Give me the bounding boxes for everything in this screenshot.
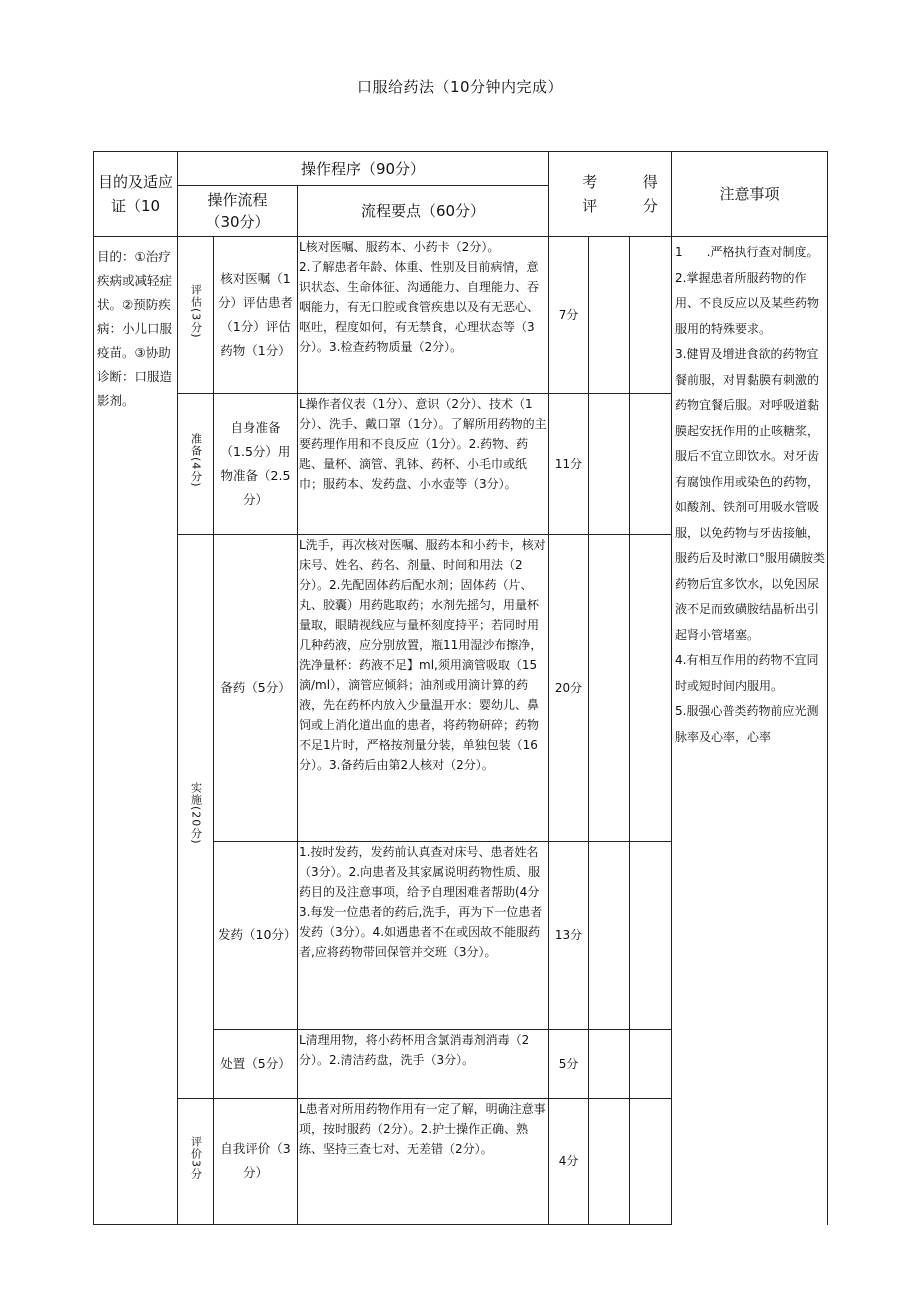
defen-chuzhi [630,1029,672,1098]
note-4: 4.有相互作用的药物不宜同时或短时间内服用。 [675,653,819,693]
score-fayao: 13分 [549,842,589,1030]
note-1: 1 .严格执行查对制度。 [675,245,819,259]
defen-fayao [630,842,672,1030]
kaoping-assess [589,237,630,394]
kaoping-chuzhi [589,1029,630,1098]
kaoping-pingjia [589,1098,630,1224]
header-notes: 注意事项 [672,152,828,237]
score-pingjia: 4分 [549,1098,589,1224]
step-fayao: 发药（10分） [214,842,298,1030]
defen-pingjia [630,1098,672,1224]
procedure-table [93,151,828,1225]
note-3: 3.健胃及增进食欲的药物宜餐前服，对胃黏膜有刺激的药物宜餐后服。对呼吸道黏膜起安抚作用的止咳糖浆，服后不宜立即饮水。对牙齿有腐蚀作用或染色的药物，如酸剂、铁剂可用吸水管吸服，以免药物与牙齿接触，服药后及时漱口°服用磺胺类药物后宜多饮水，以免因尿液不足而致磺胺结晶析出引起肾小管堵塞。 [675,347,826,642]
note-2: 2.掌握患者所服药物的作用、不良反应以及某些药物服用的特殊要求。 [675,270,820,336]
stage-implement: 实施(20分) [178,535,214,1099]
score-beiyao: 20分 [549,535,589,842]
header-purpose: 目的及适应证（10 [94,152,178,237]
notes-cell [672,237,828,1030]
score-prepare: 11分 [549,394,589,535]
page-title: 口服给药法（10分钟内完成） [356,78,564,96]
points-fayao: 1.按时发药，发药前认真查对床号、患者姓名（3分）。2.向患者及其家属说明药物性质、服药目的及注意事项，给予自理困难者帮助(4分3.每发一位患者的药后,洗手，再为下一位患者发药（3分）。4.如遇患者不在或因故不能服药者,应将药物带回保管并交班（3分）。 [298,842,549,1030]
stage-evaluate: 评价3分 [178,1098,214,1224]
points-beiyao: L洗手，再次核对医嘱、服药本和小药卡，核对床号、姓名、药名、剂量、时间和用法（2分）。2.先配固体药后配水剂；固体药（片、丸、胶囊）用药匙取药；水剂先摇匀，用量杯量取，眼睛视线应与量杯刻度持平；若同时用几种药液，应分别放置，瓶11用湿沙布擦净，洗净量杯：药液不足】ml,须用滴管吸取（15滴/ml），滴管应倾斜；油剂或用滴计算的药液，先在药杯内放入少量温开水：婴幼儿、鼻饲或上消化道出血的患者，将药物研碎；药物不足1片时，严格按剂量分装，单独包装（16分）。3.备药后由第2人核对（2分）。 [298,535,549,842]
defen-assess [630,237,672,394]
step-beiyao: 备药（5分） [214,535,298,842]
score-assess: 7分 [549,237,589,394]
purpose-cell: 目的：①治疗疾病或减轻症状。②预防疾病：小儿口服疫苗。③协助诊断：口服造影剂。 [94,237,178,535]
step-pingjia: 自我评价（3分） [214,1098,298,1224]
kaoping-prepare [589,394,630,535]
header-defen: 得分 [630,152,672,237]
kaoping-beiyao [589,535,630,842]
header-flow: 操作流程（30分） [178,186,298,237]
defen-beiyao [630,535,672,842]
step-chuzhi: 处置（5分） [214,1029,298,1098]
header-kaoping: 考评 [549,152,630,237]
stage-assess: 评估(3分) [178,237,214,394]
header-operation: 操作程序（90分） [178,152,549,186]
header-points: 流程要点（60分） [298,186,549,237]
defen-prepare [630,394,672,535]
points-assess: L核对医嘱、服药本、小药卡（2分）。 2.了解患者年龄、体重、性别及目前病情，意识状态、生命体征、沟通能力、自理能力、吞咽能力，有无口腔或食管疾患以及有无恶心、呕吐，程度如何，有无禁食，心理状态等（3分）。3.检查药物质量（2分）。 [298,237,549,394]
points-prepare: L操作者仪表（1分）、意识（2分）、技术（1分）、洗手、戴口罩（1分）。了解所用药物的主要药理作用和不良反应（1分）。2.药物、药匙、量杯、滴管、乳钵、药杯、小毛巾或纸巾；服药本、发药盘、小水壶等（3分）。 [298,394,549,535]
stage-prepare: 准备(4分) [178,394,214,535]
step-assess: 核对医嘱（1分）评估患者（1分）评估药物（1分） [214,237,298,394]
note-5: 5.服强心普类药物前应光测脉率及心率，心率 [675,704,819,744]
points-pingjia: L患者对所用药物作用有一定了解，明确注意事项，按时服药（2分）。2.护士操作正确、熟练、坚持三查七对、无差错（2分）。 [298,1098,549,1224]
step-prepare: 自身准备（1.5分）用物准备（2.5分） [214,394,298,535]
score-chuzhi: 5分 [549,1029,589,1098]
purpose-blank [94,535,178,1225]
points-chuzhi: L清理用物，将小药杯用含氯消毒剂消毒（2分）。2.清洁药盘，洗手（3分）。 [298,1029,549,1098]
kaoping-fayao [589,842,630,1030]
